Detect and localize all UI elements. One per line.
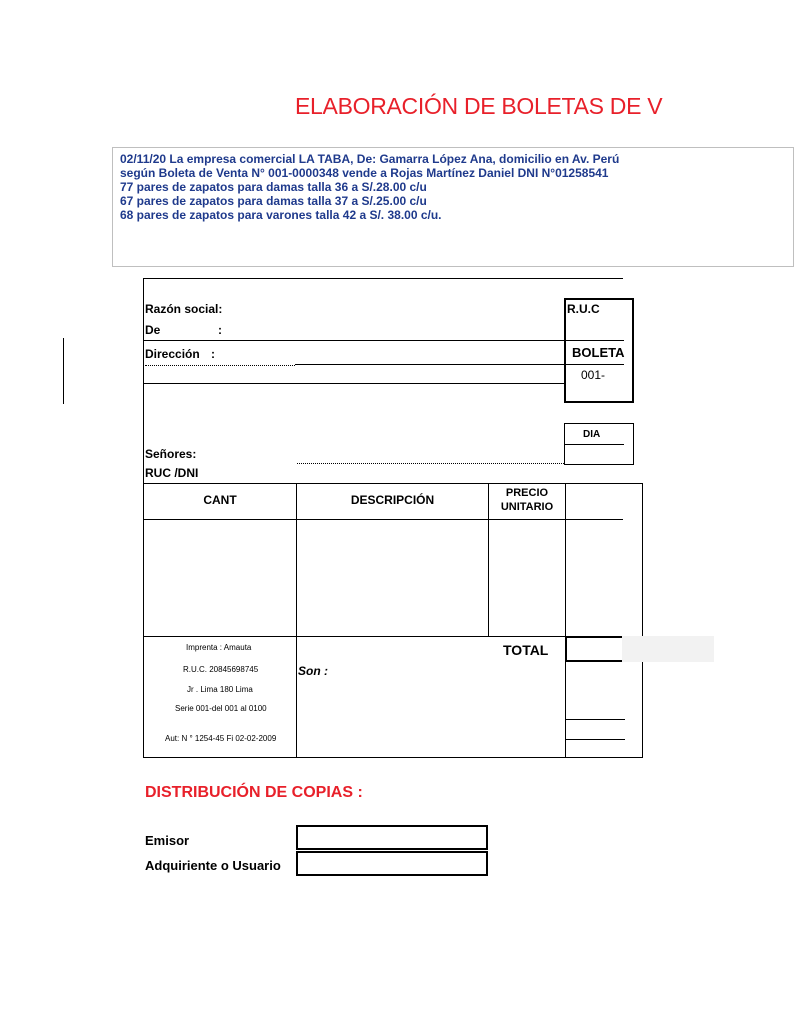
razon-social-label: Razón social:	[145, 302, 223, 316]
adquiriente-box[interactable]	[296, 851, 488, 876]
direccion-line	[295, 364, 564, 365]
column-divider	[565, 483, 566, 758]
imprenta-line: R.U.C. 20845698745	[183, 665, 259, 674]
divider	[564, 340, 624, 341]
table-header-divider	[143, 519, 623, 520]
imprenta-line: Imprenta : Amauta	[186, 643, 252, 652]
footer-divider	[143, 636, 623, 637]
direccion-dotted	[145, 365, 295, 366]
adquiriente-label: Adquiriente o Usuario	[145, 858, 281, 873]
ruc-dni-label: RUC /DNI	[145, 466, 199, 480]
total-cell[interactable]	[565, 636, 625, 662]
problem-line: 67 pares de zapatos para damas talla 37 a S/.25.00 c/u	[120, 194, 427, 208]
column-header-precio	[489, 486, 565, 514]
direccion-label: Dirección	[145, 347, 200, 361]
emisor-label: Emisor	[145, 833, 190, 848]
direccion-colon: :	[211, 347, 215, 361]
de-label: De	[145, 323, 161, 337]
serie-number: 001-	[581, 368, 606, 382]
imprenta-line: Aut: N ° 1254-45 Fi 02-02-2009	[165, 734, 277, 743]
page-title: ELABORACIÓN DE BOLETAS DE V	[295, 93, 663, 119]
copies-title: DISTRIBUCIÓN DE COPIAS :	[145, 784, 363, 801]
ruc-label: R.U.C	[567, 302, 600, 316]
dia-label: DIA	[583, 429, 601, 440]
precio-line-2: UNITARIO	[500, 501, 554, 513]
total-label: TOTAL	[503, 642, 549, 658]
column-divider	[296, 483, 297, 758]
items-table	[143, 483, 643, 758]
divider	[564, 364, 624, 365]
problem-line: 68 pares de zapatos para varones talla 42 a S/. 38.00 c/u.	[120, 208, 442, 222]
senores-label: Señores:	[145, 447, 197, 461]
divider	[143, 340, 564, 341]
problem-line: 77 pares de zapatos para damas talla 36 a S/.28.00 c/u	[120, 180, 427, 194]
imprenta-line: Jr . Lima 180 Lima	[187, 685, 253, 694]
son-label: Son :	[298, 664, 328, 678]
boleta-label: BOLETA	[572, 345, 625, 360]
problem-line: 02/11/20 La empresa comercial LA TABA, De: Gamarra López Ana, domicilio en Av. Perú	[120, 152, 620, 166]
de-colon: :	[218, 323, 222, 337]
emisor-box[interactable]	[296, 825, 488, 850]
form-border-top	[143, 278, 623, 279]
imprenta-line: Serie 001-del 001 al 0100	[175, 704, 267, 713]
selected-cell[interactable]	[622, 636, 714, 662]
senores-dotted	[297, 463, 564, 464]
divider	[565, 719, 625, 720]
divider	[564, 444, 624, 445]
problem-line: según Boleta de Venta N° 001-0000348 vende a Rojas Martínez Daniel DNI N°01258541	[120, 166, 609, 180]
divider	[565, 739, 625, 740]
precio-line-1: PRECIO	[505, 487, 549, 499]
divider	[143, 383, 564, 384]
column-header-cant: CANT	[203, 493, 237, 507]
column-header-descripcion: DESCRIPCIÓN	[350, 493, 435, 507]
